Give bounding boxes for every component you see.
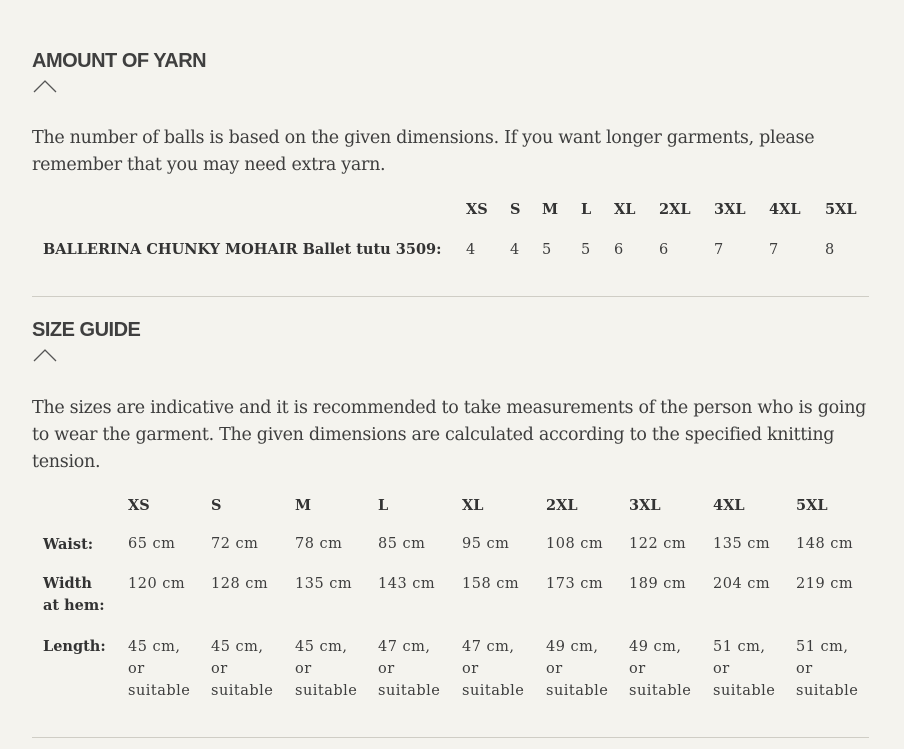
section-divider [32,296,869,297]
size-header-4xl: 4XL [713,497,745,514]
size-header-5xl: 5XL [796,497,828,514]
size-cell: 49 cm, or suitable [629,639,692,699]
yarn-size-4xl: 4XL [769,201,801,218]
yarn-value-xl: 6 [614,242,624,258]
size-cell: 128 cm [211,576,269,592]
yarn-description: The number of balls is based on the given dimensions. If you want longer garments, please remember that you may need extra yarn. [32,128,815,175]
size-cell: 51 cm, or suitable [713,639,776,699]
size-cell: 51 cm, or suitable [796,639,859,699]
yarn-size-s: S [510,201,521,218]
yarn-value-xs: 4 [466,242,476,258]
size-header-s: S [211,497,222,514]
size-cell: 122 cm [629,536,687,552]
size-cell: 45 cm, or suitable [295,639,358,699]
yarn-size-xl: XL [614,201,636,218]
size-guide-title: SIZE GUIDE [32,319,141,341]
size-cell: 85 cm [378,536,426,552]
size-cell: 135 cm [713,536,771,552]
size-cell: 143 cm [378,576,436,592]
yarn-value-s: 4 [510,242,520,258]
yarn-size-m: M [542,201,559,218]
size-header-m: M [295,497,312,514]
size-cell: 49 cm, or suitable [546,639,609,699]
size-row-label: Width at hem: [43,575,105,614]
size-header-xs: XS [128,497,150,514]
size-cell: 189 cm [629,576,687,592]
yarn-row-label: BALLERINA CHUNKY MOHAIR Ballet tutu 3509: [43,241,442,258]
yarn-value-3xl: 7 [714,242,724,258]
size-cell: 65 cm [128,536,176,552]
yarn-value-2xl: 6 [659,242,669,258]
yarn-size-2xl: 2XL [659,201,691,218]
collapse-amount-of-yarn-chevron-up-icon[interactable] [33,79,57,93]
size-cell: 158 cm [462,576,520,592]
size-cell: 204 cm [713,576,771,592]
collapse-size-guide-chevron-up-icon[interactable] [33,348,57,362]
size-row-label: Waist: [43,536,94,553]
size-header-2xl: 2XL [546,497,578,514]
size-header-3xl: 3XL [629,497,661,514]
yarn-value-l: 5 [581,242,591,258]
size-cell: 219 cm [796,576,854,592]
size-guide-description: The sizes are indicative and it is recommended to take measurements of the person who is going to wear the garment. The given dimensions are calculated according to the specified knitting tension. [32,398,867,472]
size-cell: 78 cm [295,536,343,552]
size-cell: 47 cm, or suitable [378,639,441,699]
yarn-value-5xl: 8 [825,242,835,258]
size-cell: 72 cm [211,536,259,552]
amount-of-yarn-title: AMOUNT OF YARN [32,50,207,72]
size-header-l: L [378,497,389,514]
yarn-size-5xl: 5XL [825,201,857,218]
yarn-size-xs: XS [466,201,488,218]
size-cell: 120 cm [128,576,186,592]
size-cell: 45 cm, or suitable [211,639,274,699]
size-cell: 173 cm [546,576,604,592]
yarn-value-4xl: 7 [769,242,779,258]
yarn-size-l: L [581,201,592,218]
yarn-value-m: 5 [542,242,552,258]
size-cell: 95 cm [462,536,510,552]
size-row-label: Length: [43,638,106,655]
size-cell: 148 cm [796,536,854,552]
size-header-xl: XL [462,497,484,514]
size-cell: 135 cm [295,576,353,592]
section-divider [32,737,869,738]
size-cell: 108 cm [546,536,604,552]
size-cell: 45 cm, or suitable [128,639,191,699]
yarn-size-3xl: 3XL [714,201,746,218]
size-cell: 47 cm, or suitable [462,639,525,699]
